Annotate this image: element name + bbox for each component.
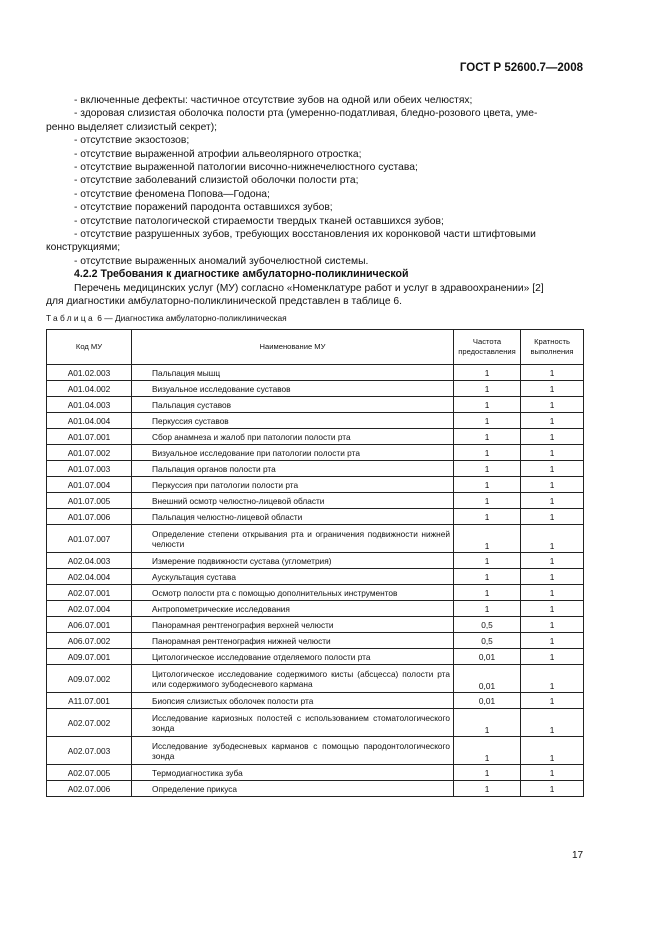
table-row [47, 553, 584, 569]
header-code: Код МУ [47, 330, 132, 365]
cell-multiplicity: 1 [521, 665, 584, 693]
table-row [47, 765, 584, 781]
cell-multiplicity: 1 [521, 709, 584, 737]
header-name: Наименование МУ [132, 330, 454, 365]
paragraph-line: - здоровая слизистая оболочка полости рта (умеренно-податливая, бледно-розового цвета, уме- [74, 108, 538, 120]
cell-code: A01.07.002 [47, 445, 132, 461]
cell-multiplicity: 1 [521, 553, 584, 569]
cell-code: A01.04.002 [47, 381, 132, 397]
cell-code: A09.07.002 [47, 665, 132, 693]
cell-frequency: 0,01 [454, 693, 521, 709]
table-row [47, 509, 584, 525]
cell-name: Аускультация сустава [132, 569, 454, 585]
cell-code: A01.07.005 [47, 493, 132, 509]
table-caption-word: Таблица [46, 313, 95, 323]
paragraph-line: - отсутствие разрушенных зубов, требующих восстановления их коронковой части штифтовыми [74, 229, 536, 241]
table-row [47, 397, 584, 413]
cell-code: A02.04.003 [47, 553, 132, 569]
cell-code: A02.07.004 [47, 601, 132, 617]
table-row [47, 445, 584, 461]
paragraph-line: - отсутствие экзостозов; [74, 135, 190, 147]
cell-multiplicity: 1 [521, 493, 584, 509]
cell-name: Определение прикуса [132, 781, 454, 797]
table-row [47, 365, 584, 381]
cell-frequency: 1 [454, 553, 521, 569]
cell-multiplicity: 1 [521, 429, 584, 445]
body-text [46, 94, 583, 309]
cell-name: Осмотр полости рта с помощью дополнительных инструментов [132, 585, 454, 601]
cell-frequency: 1 [454, 429, 521, 445]
cell-name: Цитологическое исследование отделяемого полости рта [132, 649, 454, 665]
page-number: 17 [572, 850, 584, 861]
document-id: ГОСТ Р 52600.7—2008 [459, 62, 583, 74]
cell-frequency: 1 [454, 365, 521, 381]
cell-code: A01.02.003 [47, 365, 132, 381]
cell-multiplicity: 1 [521, 617, 584, 633]
cell-frequency: 1 [454, 509, 521, 525]
cell-frequency: 0,5 [454, 617, 521, 633]
paragraph-line: - отсутствие заболеваний слизистой оболочки полости рта; [74, 175, 359, 187]
header-multiplicity: Кратность выполнения [521, 330, 584, 365]
cell-name: Исследование кариозных полостей с использованием стоматологического зонда [132, 709, 454, 737]
cell-frequency: 1 [454, 445, 521, 461]
cell-frequency: 1 [454, 525, 521, 553]
cell-multiplicity: 1 [521, 477, 584, 493]
cell-name: Перкуссия суставов [132, 413, 454, 429]
cell-name: Пальпация суставов [132, 397, 454, 413]
cell-multiplicity: 1 [521, 509, 584, 525]
paragraph-line: - включенные дефекты: частичное отсутствие зубов на одной или обеих челюстях; [74, 95, 473, 106]
cell-code: A01.07.001 [47, 429, 132, 445]
cell-frequency: 1 [454, 381, 521, 397]
table-row [47, 693, 584, 709]
table-row [47, 493, 584, 509]
cell-frequency: 1 [454, 601, 521, 617]
cell-frequency: 0,5 [454, 633, 521, 649]
cell-multiplicity: 1 [521, 525, 584, 553]
table-row [47, 633, 584, 649]
cell-name: Пальпация челюстно-лицевой области [132, 509, 454, 525]
table-caption-title: 6 — Диагностика амбулаторно-поликлиническая [94, 313, 287, 323]
cell-name: Визуальное исследование при патологии полости рта [132, 445, 454, 461]
cell-name: Сбор анамнеза и жалоб при патологии полости рта [132, 429, 454, 445]
paragraph-line: - отсутствие выраженной патологии височно-нижнечелюстного сустава; [74, 162, 418, 174]
table-header-row [47, 330, 584, 365]
paragraph-line: - отсутствие выраженных аномалий зубочелюстной системы. [74, 255, 369, 267]
cell-multiplicity: 1 [521, 365, 584, 381]
header-frequency: Частота предоставления [454, 330, 521, 365]
table-row [47, 413, 584, 429]
cell-code: A01.07.004 [47, 477, 132, 493]
cell-frequency: 1 [454, 569, 521, 585]
cell-frequency: 1 [454, 709, 521, 737]
cell-multiplicity: 1 [521, 381, 584, 397]
cell-code: A02.07.003 [47, 737, 132, 765]
cell-code: A11.07.001 [47, 693, 132, 709]
paragraph-line: - отсутствие феномена Попова—Годона; [74, 188, 270, 200]
cell-code: A02.07.005 [47, 765, 132, 781]
cell-name: Исследование зубодесневых карманов с помощью пародонтологического зонда [132, 737, 454, 765]
cell-code: A02.07.001 [47, 585, 132, 601]
cell-code: A02.07.002 [47, 709, 132, 737]
cell-multiplicity: 1 [521, 693, 584, 709]
table-row [47, 665, 584, 693]
cell-name: Антропометрические исследования [132, 601, 454, 617]
cell-name: Пальпация органов полости рта [132, 461, 454, 477]
cell-name: Биопсия слизистых оболочек полости рта [132, 693, 454, 709]
cell-name: Панорамная рентгенография нижней челюсти [132, 633, 454, 649]
cell-frequency: 1 [454, 477, 521, 493]
cell-code: A01.07.007 [47, 525, 132, 553]
diagnostics-table [46, 329, 584, 797]
cell-multiplicity: 1 [521, 633, 584, 649]
cell-code: A06.07.001 [47, 617, 132, 633]
table-body [47, 365, 584, 797]
paragraph-line: Перечень медицинских услуг (МУ) согласно «Номенклатуре работ и услуг в здравоохранении» [2] [74, 282, 544, 294]
cell-frequency: 1 [454, 397, 521, 413]
table-row [47, 381, 584, 397]
cell-multiplicity: 1 [521, 397, 584, 413]
table-row [47, 649, 584, 665]
cell-name: Термодиагностика зуба [132, 765, 454, 781]
cell-code: A01.07.006 [47, 509, 132, 525]
paragraph-line: - отсутствие патологической стираемости твердых тканей оставшихся зубов; [74, 215, 444, 227]
cell-frequency: 1 [454, 493, 521, 509]
cell-name: Внешний осмотр челюстно-лицевой области [132, 493, 454, 509]
paragraph-line: ренно выделяет слизистый секрет); [46, 121, 217, 133]
cell-frequency: 0,01 [454, 649, 521, 665]
cell-multiplicity: 1 [521, 569, 584, 585]
paragraph-line: - отсутствие поражений пародонта оставшихся зубов; [74, 202, 333, 214]
table-row [47, 461, 584, 477]
table-row [47, 737, 584, 765]
table-row [47, 429, 584, 445]
cell-multiplicity: 1 [521, 765, 584, 781]
cell-multiplicity: 1 [521, 781, 584, 797]
cell-name: Определение степени открывания рта и ограничения подвижности нижней челюсти [132, 525, 454, 553]
cell-frequency: 1 [454, 585, 521, 601]
cell-code: A02.07.006 [47, 781, 132, 797]
table-row [47, 617, 584, 633]
cell-multiplicity: 1 [521, 649, 584, 665]
cell-code: A01.04.003 [47, 397, 132, 413]
cell-multiplicity: 1 [521, 445, 584, 461]
cell-name: Перкуссия при патологии полости рта [132, 477, 454, 493]
table-row [47, 477, 584, 493]
cell-code: A06.07.002 [47, 633, 132, 649]
cell-frequency: 1 [454, 765, 521, 781]
table-row [47, 781, 584, 797]
table-row [47, 525, 584, 553]
paragraph-line: для диагностики амбулаторно-поликлинической представлен в таблице 6. [46, 296, 402, 308]
cell-multiplicity: 1 [521, 461, 584, 477]
cell-multiplicity: 1 [521, 413, 584, 429]
cell-code: A01.04.004 [47, 413, 132, 429]
table-row [47, 585, 584, 601]
table-row [47, 601, 584, 617]
cell-multiplicity: 1 [521, 737, 584, 765]
cell-name: Визуальное исследование суставов [132, 381, 454, 397]
cell-frequency: 1 [454, 461, 521, 477]
paragraph-line: - отсутствие выраженной атрофии альвеолярного отростка; [74, 148, 362, 160]
table-row [47, 709, 584, 737]
table-row [47, 569, 584, 585]
cell-multiplicity: 1 [521, 601, 584, 617]
cell-name: Цитологическое исследование содержимого кисты (абсцесса) полости рта или содержимого зубодесневого кармана [132, 665, 454, 693]
cell-name: Пальпация мышц [132, 365, 454, 381]
cell-code: A09.07.001 [47, 649, 132, 665]
cell-multiplicity: 1 [521, 585, 584, 601]
section-heading: 4.2.2 Требования к диагностике амбулаторно-поликлинической [74, 268, 409, 281]
cell-frequency: 1 [454, 737, 521, 765]
cell-frequency: 0,01 [454, 665, 521, 693]
cell-frequency: 1 [454, 781, 521, 797]
cell-code: A01.07.003 [47, 461, 132, 477]
cell-name: Панорамная рентгенография верхней челюсти [132, 617, 454, 633]
paragraph-line: конструкциями; [46, 242, 121, 254]
table-caption [46, 313, 287, 323]
cell-code: A02.04.004 [47, 569, 132, 585]
cell-name: Измерение подвижности сустава (углометрия) [132, 553, 454, 569]
cell-frequency: 1 [454, 413, 521, 429]
